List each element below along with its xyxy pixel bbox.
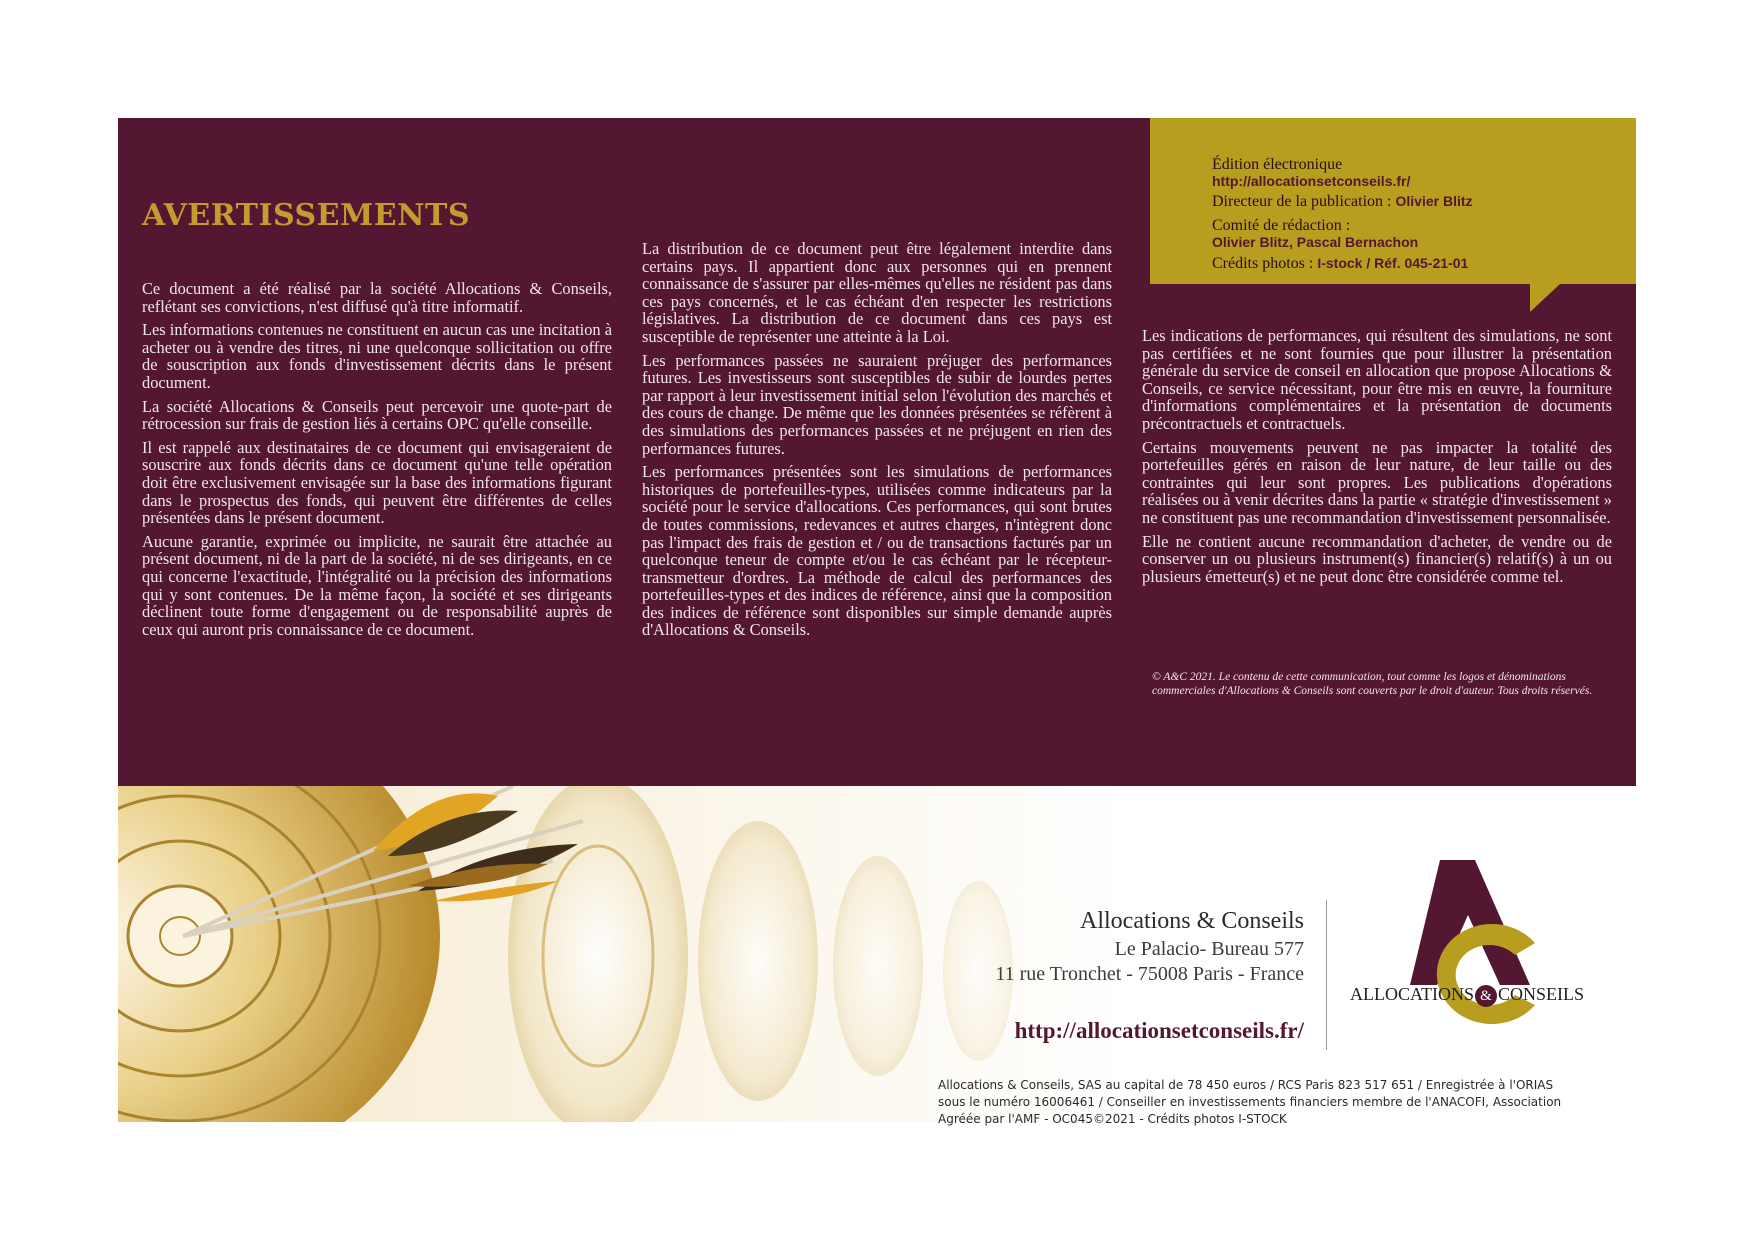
legal-line: Allocations & Conseils, SAS au capital de 78 450 euros / RCS Paris 823 517 651 / Enregistrée à l'ORIAS xyxy=(938,1078,1554,1092)
legal-footer xyxy=(938,1077,1638,1128)
logo-ampersand: & xyxy=(1475,985,1497,1007)
company-logo xyxy=(1340,855,1630,1055)
legal-line: sous le numéro 16006461 / Conseiller en investissements financiers membre de l'ANACOFI, Association xyxy=(938,1095,1562,1109)
speech-bubble-tail xyxy=(1530,284,1560,312)
paragraph: Il est rappelé aux destinataires de ce document qui envisageraient de souscrire aux fonds décrits dans ce document qu'une telle opération doit être exclusivement envisagée sur la base des informations figurant dans le prospectus des fonds, qui peuvent être différentes de celles présentées dans le présent document. xyxy=(142,437,612,528)
copyright-notice: © A&C 2021. Le contenu de cette communication, tout comme les logos et dénominations commerciales d'Allocations & Conseils sont couverts par le droit d'auteur. Tous droits réservés. xyxy=(1152,671,1593,697)
column-1 xyxy=(142,280,612,644)
archery-target-photo xyxy=(118,786,1130,1122)
website-link[interactable]: http://allocationsetconseils.fr/ xyxy=(1014,1018,1304,1043)
company-name: Allocations & Conseils xyxy=(1080,908,1304,934)
paragraph: Les performances passées ne sauraient préjuger des performances futures. Les investisseurs sont susceptibles de subir de lourdes pertes par rapport à leur investissement initial selon l'évolution des marchés et des cours de change. De même que les données présentées se réfèrent à des simulations des performances passées et ne préjugent en rien des performances futures. xyxy=(642,350,1112,458)
paragraph: Certains mouvements peuvent ne pas impacter la totalité des portefeuilles gérés en raison de leur nature, de leur taille ou des contraintes qui leur sont propres. Les publications d'opérations réalisées ou à venir décrites dans la partie « stratégie d'investissement » ne constituent pas une recommandation d'investissement personnalisée. xyxy=(1142,437,1612,527)
director-line xyxy=(1212,193,1473,211)
target-illustration xyxy=(118,786,1130,1122)
committee-label: Comité de rédaction : xyxy=(1212,217,1351,234)
committee-names: Olivier Blitz, Pascal Bernachon xyxy=(1212,234,1419,250)
column-2 xyxy=(642,240,1112,645)
paragraph: Les indications de performances, qui résultent des simulations, ne sont pas certifiées et ne sont fournies que pour illustrer la présentation générale du service de conseil en allocation que propose Allocations & Conseils, ce service nécessitant, pour être mis en œuvre, la fourniture d'informations complémentaires et la présentation de documents précontractuels et contractuels. xyxy=(1142,326,1612,433)
edition-url-link[interactable]: http://allocationsetconseils.fr/ xyxy=(1212,173,1411,189)
paragraph: Les performances présentées sont les simulations de performances historiques de portefeuilles-types, utilisées comme indicateurs par la société pour le service d'allocations. Ces performances, qui sont brutes de toutes commissions, redevances et autres charges, n'intègrent donc pas l'impact des frais de gestion et / ou de transactions facturés par un quelconque teneur de compte et/ou le cas échéant par le récepteur-transmetteur d'ordres. La méthode de calcul des performances des portefeuilles-types et des indices de référence, ainsi que la composition des indices de référence sont disponibles sur simple demande auprès d'Allocations & Conseils. xyxy=(642,462,1112,640)
logo-word-right: CONSEILS xyxy=(1498,984,1585,1004)
credits-line xyxy=(1212,255,1468,273)
paragraph: Ce document a été réalisé par la société Allocations & Conseils, reflétant ses convictions, n'est diffusé qu'à titre informatif. xyxy=(142,279,612,316)
paragraph: La distribution de ce document peut être légalement interdite dans certains pays. Il appartient donc aux personnes qui en prennent connaissance de s'assurer par elles-mêmes qu'elles ne résident pas dans ces pays concernés, et le cas échéant d'en respecter les restrictions législatives. La distribution de ce document dans ces pays est susceptible de représenter une atteinte à la Loi. xyxy=(642,239,1112,346)
column-3 xyxy=(1142,327,1612,591)
credits-label: Crédits photos : xyxy=(1212,255,1318,272)
paragraph: La société Allocations & Conseils peut percevoir une quote-part de rétrocession sur frais de gestion liés à certains OPC qu'elle conseille. xyxy=(142,396,612,434)
director-label: Directeur de la publication : xyxy=(1212,193,1396,210)
paragraph: Aucune garantie, exprimée ou implicite, ne saurait être attachée au présent document, ni de la part de la société, ni de ses dirigeants, en ce qui concerne l'exactitude, l'intégralité ou la précision des informations qui y sont contenues. De la même façon, la société et ses dirigeants déclinent toute forme d'engagement ou de responsabilité auprès de ceux qui auront pris connaissance de ce document. xyxy=(142,531,612,639)
logo-word-left: ALLOCATIONS xyxy=(1350,984,1474,1004)
legal-line: Agréée par l'AMF - OC045©2021 - Crédits photos I-STOCK xyxy=(938,1112,1287,1126)
logo-mark-icon xyxy=(1340,855,1630,1055)
edition-label: Édition électronique xyxy=(1212,156,1343,173)
director-name: Olivier Blitz xyxy=(1395,193,1473,209)
paragraph: Les informations contenues ne constituent en aucun cas une incitation à acheter ou à vendre des titres, ni une quelconque sollicitation ou offre de souscription aux fonds d'investissement décrits dans le présent document. xyxy=(142,320,612,392)
page-title: AVERTISSEMENTS xyxy=(142,198,471,233)
logo-wordmark xyxy=(1350,984,1584,1007)
address-line-1: Le Palacio- Bureau 577 xyxy=(1114,938,1304,960)
address-line-2: 11 rue Tronchet - 75008 Paris - France xyxy=(995,963,1304,985)
paragraph: Elle ne contient aucune recommandation d'acheter, de vendre ou de conserver un ou plusieurs instrument(s) financier(s) relatif(s) à un ou plusieurs émetteur(s) et ne peut donc être considérée comme tel. xyxy=(1142,531,1612,586)
divider xyxy=(1326,900,1327,1050)
credits-value: I-stock / Réf. 045-21-01 xyxy=(1317,255,1469,271)
edition-box xyxy=(1150,118,1636,284)
